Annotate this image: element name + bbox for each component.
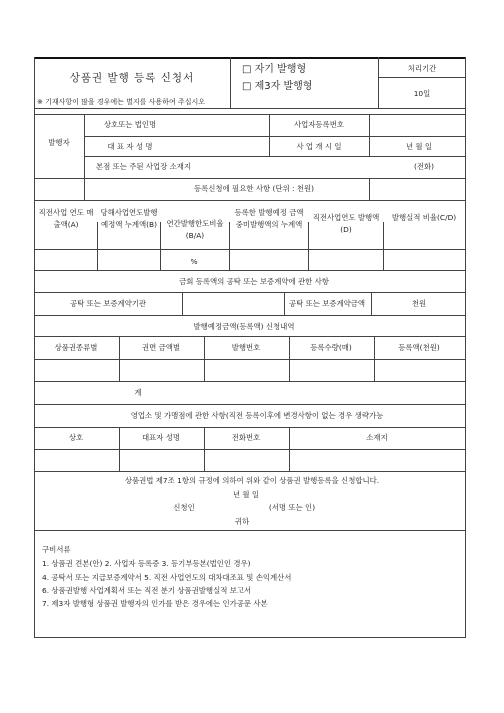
rule [34,359,466,360]
rule [34,315,466,316]
rule [119,427,120,471]
col-representative: 대표자 성명 [141,433,181,442]
rule [34,114,466,115]
application-form [34,57,466,710]
issuer-label: 발행자 [48,138,70,147]
rule [34,530,466,531]
documents-item: 6. 상품권발행 사업계획서 또는 직전 분기 상품권발행실적 보고서 [42,586,252,595]
rule [230,57,231,108]
col-issue-ratio: 발행실적 비율(C/D) [391,213,457,222]
form-left-border [34,57,35,637]
rule [383,222,384,270]
rule [229,222,230,270]
documents-heading: 구비서류 [42,545,71,554]
rule [289,427,290,471]
rule [84,114,85,200]
rule [308,222,309,270]
form-top-border [34,57,466,59]
rule [34,336,466,337]
planned-heading: 발행예정금액(등록액) 신청내역 [193,322,295,331]
rule [34,200,466,201]
rule [369,178,370,200]
checkbox-third-party-issue[interactable]: □ 제3자 발행형 [242,81,313,92]
total-label: 계 [134,388,142,397]
rule [84,136,466,137]
rule [204,427,205,471]
rule [34,381,466,382]
rule [34,292,466,293]
business-number-label: 사업자등록번호 [294,120,344,129]
form-title: 상품권 발행 등록 신청서 [69,72,195,84]
col-issue-number: 발행번호 [231,343,261,352]
rule [160,222,161,270]
col-location: 소재지 [366,433,388,442]
col-face-value: 권면 금액별 [141,343,181,352]
col-limit-ratio: 연간발행한도비율(B/A) [166,219,224,240]
processing-period-value: 10일 [413,89,431,98]
deposit-heading: 금회 등록액의 공탁 또는 보증계약에 관한 사항 [179,277,329,286]
col-unissued-total: 등록한 발행예정 금액중미발행액의 누계액 [234,208,304,229]
deposit-amount-label: 공탁 또는 보증계약금액 [288,299,366,308]
processing-period-label: 처리기간 [407,64,437,73]
declaration-text: 상품권법 제7조 1항의 규정에 의하여 위와 같이 상품권 발행등록을 신청합니다. [124,476,380,485]
rule [34,270,466,271]
rule [34,108,466,109]
rule [284,292,285,315]
applicant-label: 신청인 [173,503,195,512]
rule [369,114,370,156]
company-name-label: 상호또는 법인명 [103,120,157,129]
deposit-unit: 천원 [411,299,427,308]
rule [269,114,270,156]
rule [374,336,375,381]
form-note: ※ 기재사항이 많을 경우에는 별지를 사용하여 주십시오 [37,98,205,106]
col-prev-issued: 직전사업연도 발행액(D) [312,213,380,234]
rule [34,449,466,450]
col-trade-name: 상호 [68,433,84,442]
rule [34,427,466,428]
rule [119,336,120,381]
rule [34,178,466,179]
rule [371,292,372,315]
documents-item: 1. 상품권 견본(안) 2. 사업자 등록증 3. 등기부등본(법인인 경우) [42,559,251,568]
documents-item: 7. 제3자 발행형 상품권 발행자의 인가를 받은 경우에는 인가공문 사본 [42,599,268,608]
declaration-date[interactable]: 년 월 일 [232,490,260,499]
offices-heading: 영업소 및 가맹점에 관한 사항(직전 등록이후에 변경사항이 없는 경우 생략가능 [130,411,384,420]
signature-field[interactable]: (서명 또는 인) [268,503,316,512]
rule [378,57,379,108]
phone-field[interactable]: (전화) [413,162,435,171]
col-prev-sales: 직전사업 연도 매출액(A) [38,208,94,229]
recipient-label: 귀하 [234,517,250,526]
form-bottom-border [34,637,466,638]
representative-label: 대 표 자 성 명 [107,142,153,151]
col-phone: 전화번호 [231,433,261,442]
business-start-label: 사 업 개 시 일 [296,142,342,151]
col-amount: 등록액(천원) [398,343,440,352]
rule [34,471,466,472]
rule [182,292,183,315]
business-start-date-field[interactable]: 년 월 일 [405,142,433,151]
col-voucher-type: 상품권종류별 [54,343,98,352]
rule [289,336,290,381]
head-office-label: 본점 또는 주된 사업장 소재지 [96,162,192,171]
percent-mark: % [190,257,198,266]
rule [84,156,466,157]
rule [34,404,466,405]
required-heading: 등록신청에 필요한 사항 (단위 : 천원) [194,184,314,193]
documents-item: 4. 공탁서 또는 지급보증계약서 5. 직전 사업연도의 대차대조표 및 손익계산서 [42,573,292,582]
form-right-border [465,57,466,637]
col-planned-issue: 당해사업연도발행예정액 누계액(B) [100,208,158,229]
col-quantity: 등록수량(매) [310,343,352,352]
checkbox-self-issue[interactable]: □ 자기 발행형 [242,64,307,75]
deposit-org-label: 공탁 또는 보증계약기관 [69,299,147,308]
rule [204,336,205,381]
rule [378,77,466,78]
rule [34,249,466,250]
